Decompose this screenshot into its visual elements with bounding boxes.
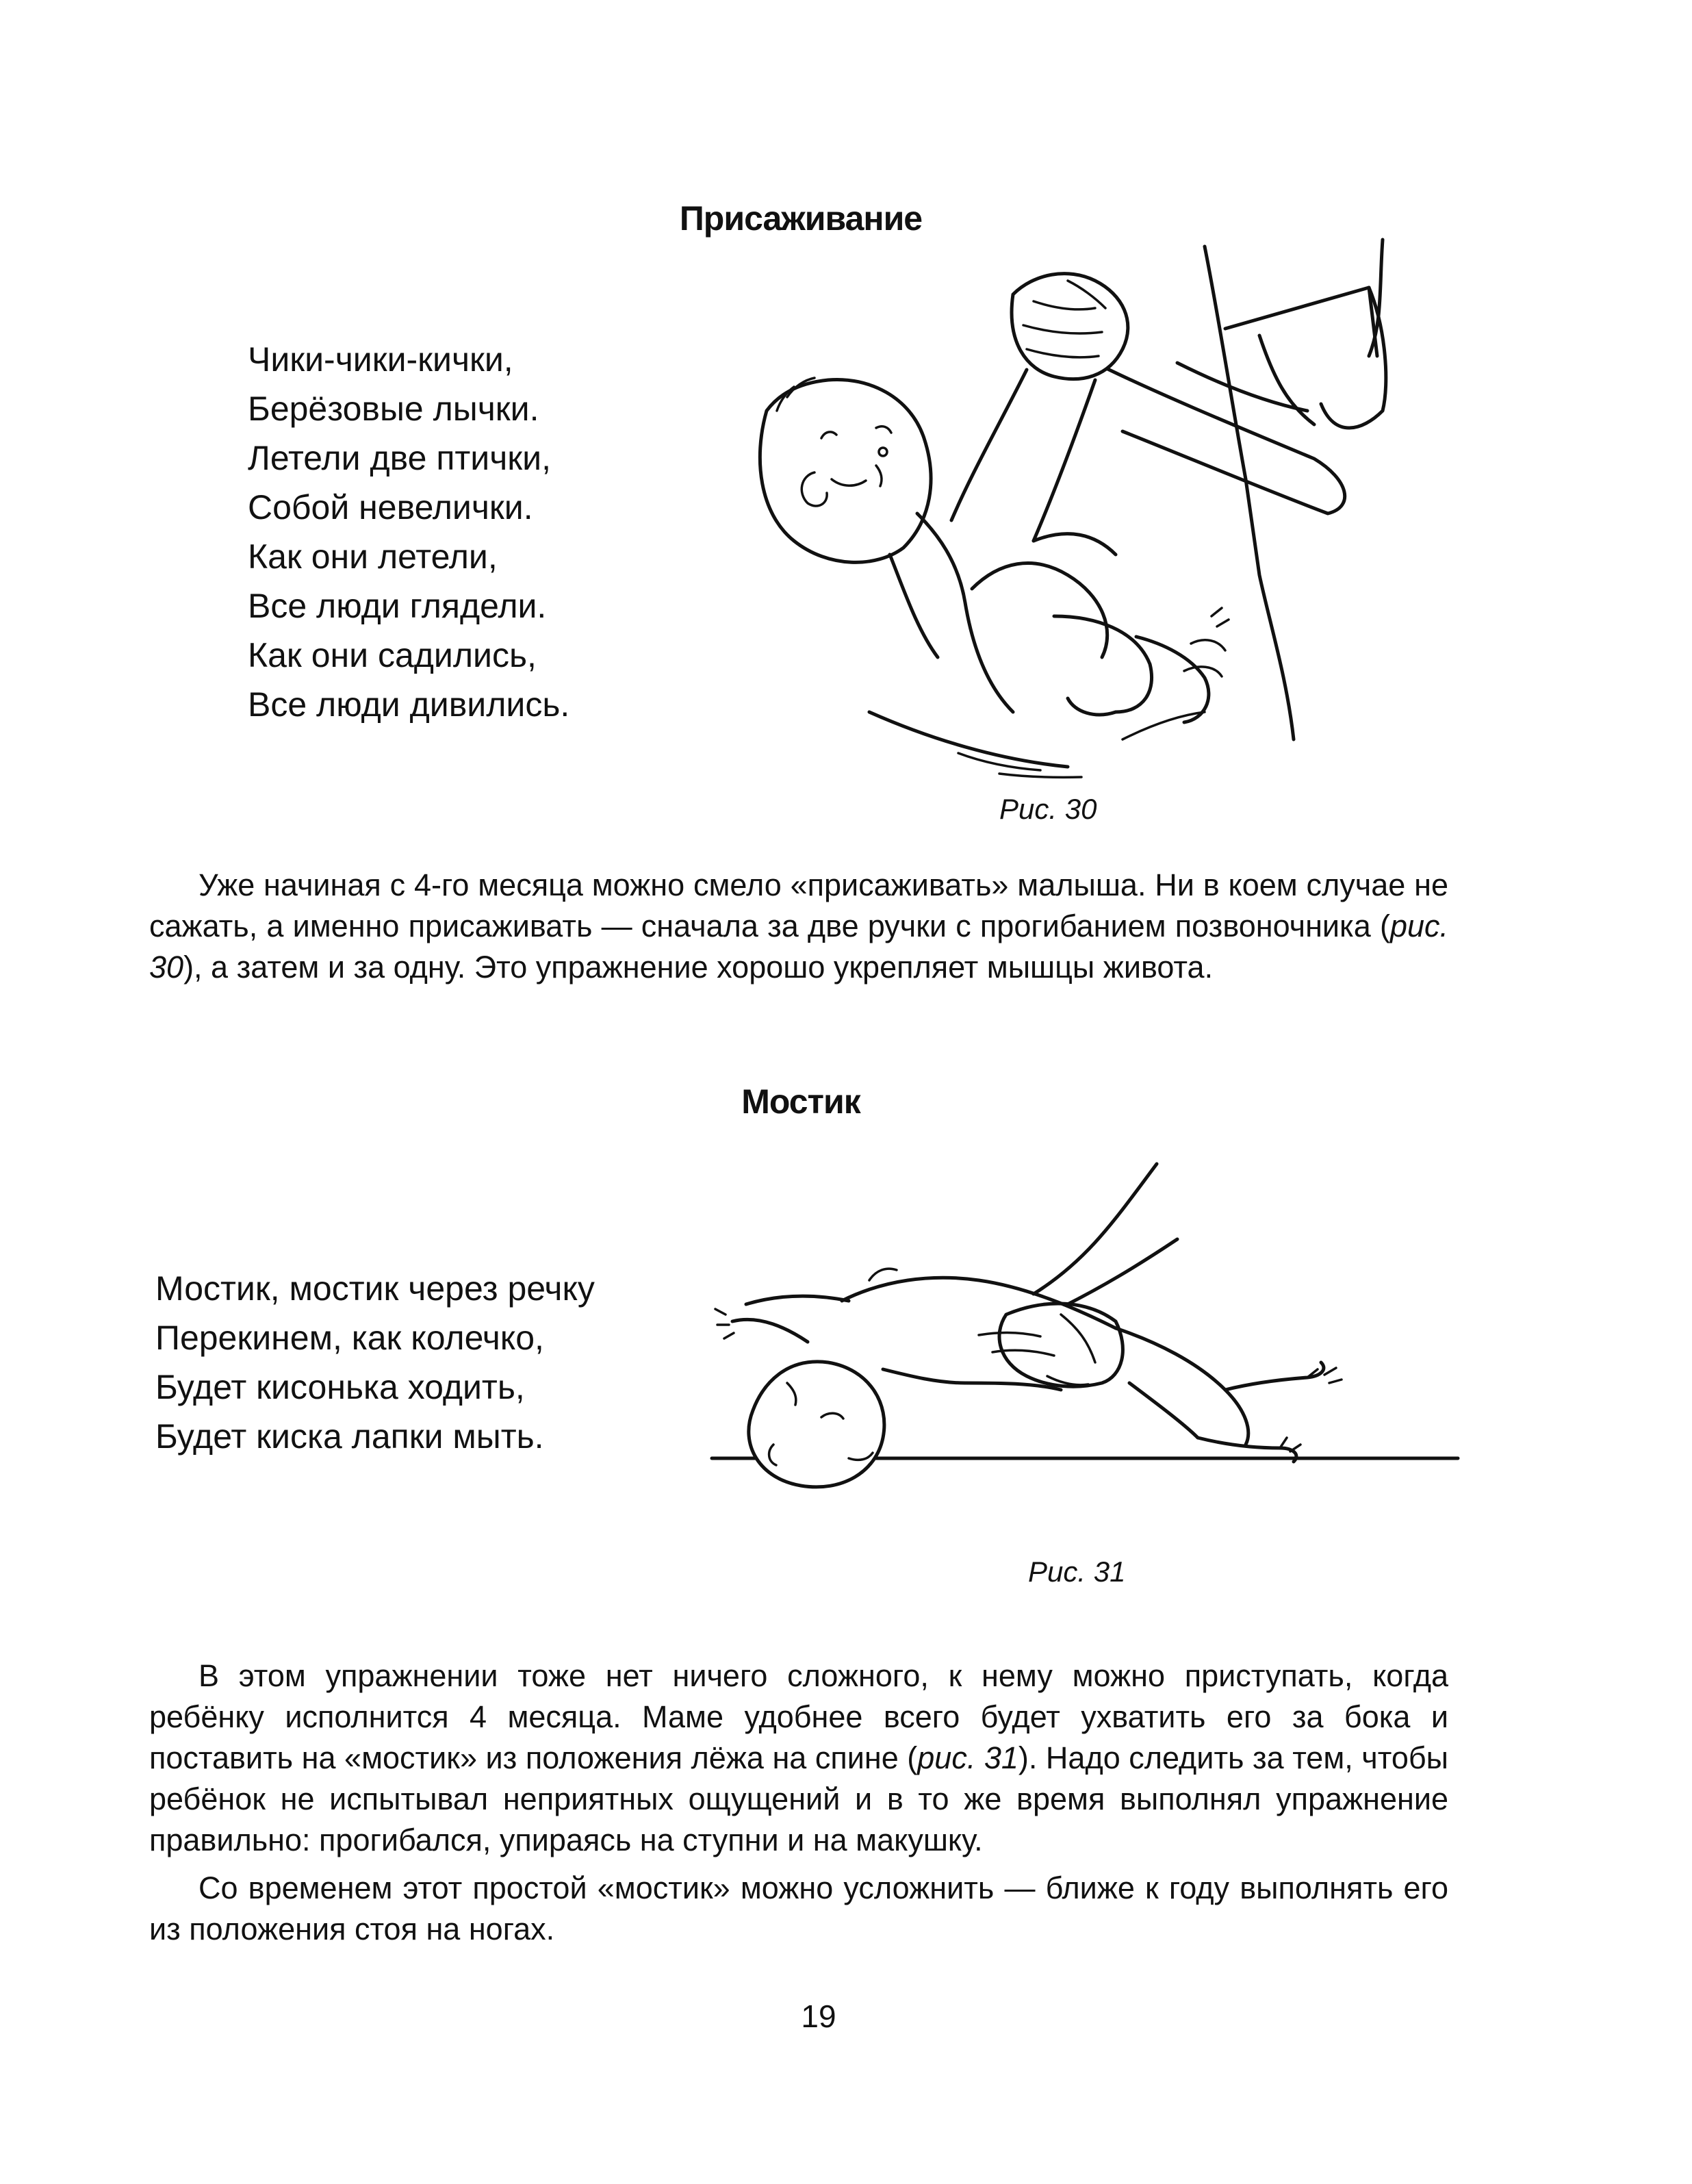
poem-line: Летели две птички,: [248, 439, 551, 477]
poem-line: Все люди дивились.: [248, 685, 570, 724]
poem-line: Чики-чики-кички,: [248, 340, 513, 379]
paragraph-mostik-1: [149, 1655, 1448, 1861]
poem-line: Берёзовые лычки.: [248, 390, 539, 428]
figure-30-caption: Рис. 30: [999, 793, 1097, 825]
paragraph-text: Уже начиная с 4-го месяца можно смело «присаживать» малыша. Ни в коем случае не сажать, а именно присаживать — сначала за две ручки с прогибанием позвоночника (: [149, 867, 1448, 943]
page-number: 19: [801, 1998, 836, 2034]
paragraph-text: В этом упражнении тоже нет ничего сложного, к нему можно приступать, когда ребёнку исполнится 4 месяца. Маме удобнее всего будет ухватить его за бока и поставить на «мостик» из положения лёжа на спине (: [149, 1658, 1448, 1775]
poem-mostik: [155, 1264, 595, 1461]
figure-31-illustration: [705, 1157, 1472, 1540]
poem-line: Будет кисонька ходить,: [155, 1368, 525, 1406]
section-title-mostik: Мостик: [741, 1082, 860, 1121]
poem-line: Будет киска лапки мыть.: [155, 1417, 544, 1456]
figure-ref: рис. 31: [917, 1740, 1018, 1775]
section-title-prisazhivanie: Присаживание: [679, 199, 923, 238]
poem-line: Как они садились,: [248, 636, 537, 674]
poem-line: Все люди глядели.: [248, 587, 547, 625]
poem-line: Собой невелички.: [248, 488, 533, 526]
paragraph-text: ), а затем и за одну. Это упражнение хорошо укрепляет мышцы живота.: [183, 950, 1214, 985]
poem-line: Мостик, мостик через речку: [155, 1269, 595, 1308]
figure-30-illustration: [712, 233, 1403, 780]
poem-line: Перекинем, как колечко,: [155, 1319, 544, 1357]
paragraph-prisazhivanie: [149, 865, 1448, 988]
figure-31-caption: Рис. 31: [1028, 1556, 1126, 1588]
poem-line: Как они летели,: [248, 537, 498, 576]
paragraph-mostik-2: Со временем этот простой «мостик» можно усложнить — ближе к году выполнять его из положения стоя на ногах.: [149, 1870, 1448, 1946]
poem-prisazhivanie: [248, 335, 569, 729]
figure-ref: рис. 30: [149, 909, 1448, 985]
paragraph-text: ). Надо следить за тем, чтобы ребёнок не испытывал неприятных ощущений и в то же время выполнял упражнение правильно: прогибался, упираясь на ступни и на макушку.: [149, 1740, 1448, 1857]
